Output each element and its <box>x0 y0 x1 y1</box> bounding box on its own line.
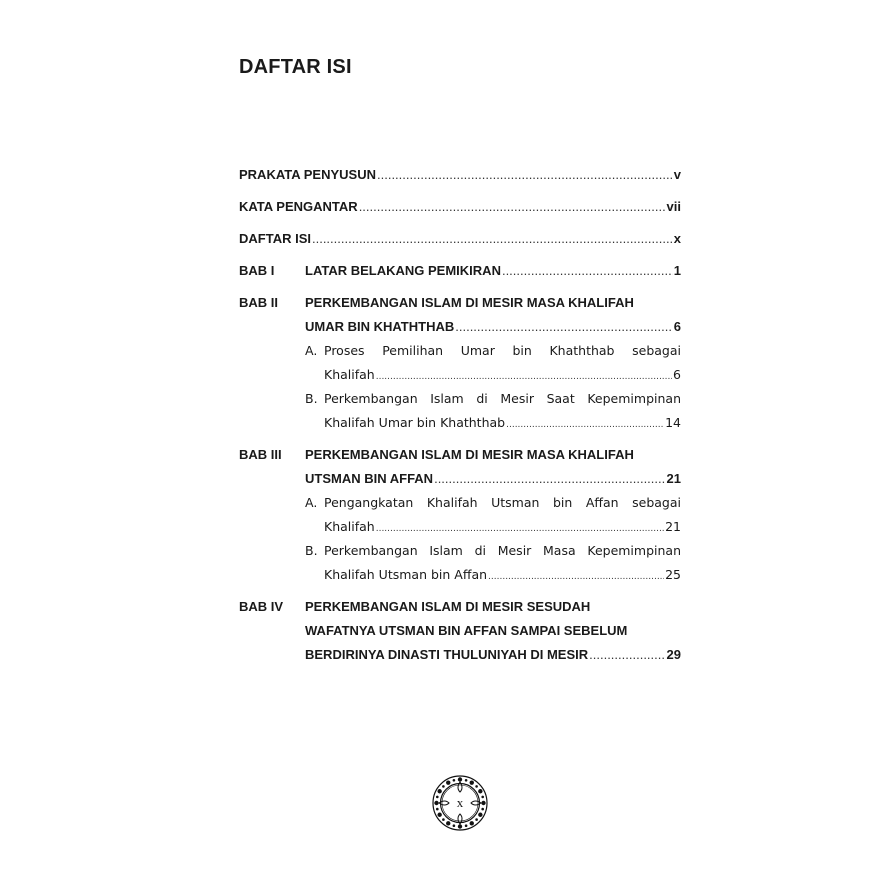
subsection-letter: A. <box>305 495 318 510</box>
toc-entry-prakata[interactable] <box>239 163 681 187</box>
leader-dots <box>312 227 673 251</box>
page-title: DAFTAR ISI <box>239 56 352 78</box>
leader-dots <box>589 643 665 667</box>
chapter-number: BAB III <box>239 447 282 462</box>
toc-page-number: x <box>673 231 681 246</box>
leader-dots <box>376 365 672 389</box>
toc-entry-kata-pengantar[interactable] <box>239 195 681 219</box>
subsection-title-line: Khalifah Utsman bin Affan <box>324 567 488 582</box>
subsection-title-line: Khalifah <box>324 519 375 534</box>
leader-dots <box>506 413 664 437</box>
subsection-title-line: Pengangkatan Khalifah Utsman bin Affan sebagai <box>324 495 681 510</box>
toc-page-number: 1 <box>673 263 681 278</box>
leader-dots <box>502 259 673 283</box>
chapter-title-line: UMAR BIN KHATHTHAB <box>305 319 455 334</box>
chapter-title-line: UTSMAN BIN AFFAN <box>305 471 434 486</box>
toc-page-number: 6 <box>673 367 681 382</box>
leader-dots <box>434 467 665 491</box>
page-number: x <box>456 795 464 810</box>
page-folio <box>430 773 490 833</box>
toc-page-number: 14 <box>665 415 681 430</box>
toc-chapter-bab-1[interactable] <box>239 259 681 283</box>
subsection-title-line: Khalifah <box>324 367 375 382</box>
chapter-title-line: WAFATNYA UTSMAN BIN AFFAN SAMPAI SEBELUM <box>305 623 628 638</box>
toc-chapter-bab-4[interactable] <box>239 595 681 667</box>
chapter-title-line: PERKEMBANGAN ISLAM DI MESIR MASA KHALIFAH <box>305 447 634 462</box>
toc-page-number: 25 <box>665 567 681 582</box>
toc-subsection[interactable] <box>305 339 681 387</box>
toc-page-number: vii <box>666 199 681 214</box>
chapter-number: BAB IV <box>239 599 284 614</box>
subsection-letter: A. <box>305 343 318 358</box>
subsection-title-line: Proses Pemilihan Umar bin Khaththab sebagai <box>324 343 681 358</box>
subsection-title-line: Perkembangan Islam di Mesir Saat Kepemimpinan <box>324 391 681 406</box>
toc-page-number: 21 <box>665 519 681 534</box>
table-of-contents <box>239 163 681 667</box>
toc-subsection[interactable] <box>305 387 681 435</box>
toc-chapter-bab-2[interactable] <box>239 291 681 435</box>
toc-entry-daftar-isi[interactable] <box>239 227 681 251</box>
toc-entry-label: DAFTAR ISI <box>239 231 311 246</box>
toc-page-number: 21 <box>666 471 681 486</box>
chapter-number: BAB II <box>239 295 278 310</box>
subsection-letter: B. <box>305 391 318 406</box>
chapter-title-line: PERKEMBANGAN ISLAM DI MESIR MASA KHALIFAH <box>305 295 634 310</box>
toc-chapter-bab-3[interactable] <box>239 443 681 587</box>
toc-subsection[interactable] <box>305 491 681 539</box>
toc-page-number: v <box>673 167 681 182</box>
chapter-title-line: BERDIRINYA DINASTI THULUNIYAH DI MESIR <box>305 647 589 662</box>
chapter-number: BAB I <box>239 263 275 278</box>
leader-dots <box>488 565 664 589</box>
leader-dots <box>376 517 664 541</box>
leader-dots <box>377 163 673 187</box>
toc-page-number: 6 <box>673 319 681 334</box>
subsection-title-line: Perkembangan Islam di Mesir Masa Kepemimpinan <box>324 543 681 558</box>
toc-entry-label: KATA PENGANTAR <box>239 199 358 214</box>
chapter-title-line: LATAR BELAKANG PEMIKIRAN <box>305 263 501 278</box>
chapter-title-line: PERKEMBANGAN ISLAM DI MESIR SESUDAH <box>305 599 591 614</box>
toc-subsection[interactable] <box>305 539 681 587</box>
leader-dots <box>455 315 673 339</box>
leader-dots <box>359 195 666 219</box>
subsection-letter: B. <box>305 543 318 558</box>
toc-page-number: 29 <box>666 647 681 662</box>
subsection-title-line: Khalifah Umar bin Khaththab <box>324 415 506 430</box>
toc-entry-label: PRAKATA PENYUSUN <box>239 167 376 182</box>
